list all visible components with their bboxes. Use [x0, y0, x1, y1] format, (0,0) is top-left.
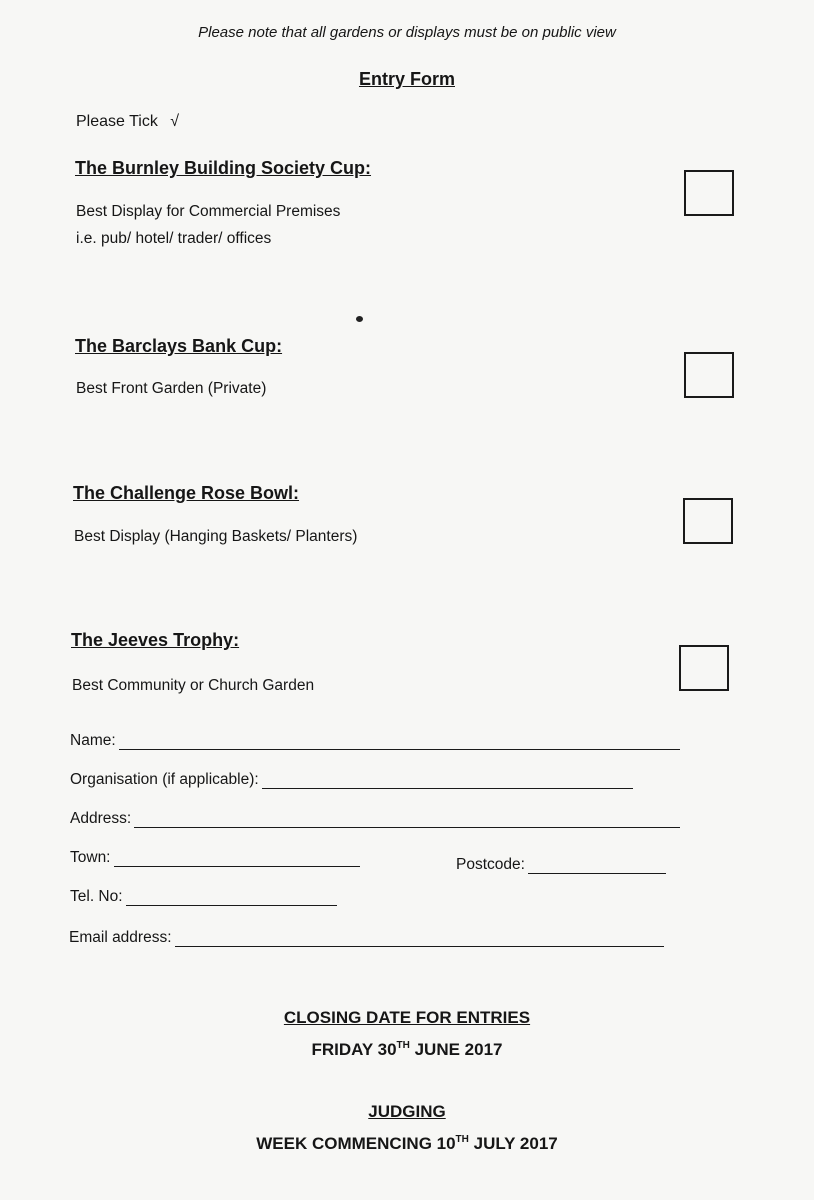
town-label: Town: — [70, 849, 111, 866]
town-field[interactable] — [70, 849, 360, 867]
checkbox-burnley-cup[interactable] — [684, 170, 734, 216]
closing-date-block — [0, 1004, 814, 1064]
tel-label: Tel. No: — [70, 888, 123, 905]
cup-title-rose-bowl: The Challenge Rose Bowl: — [73, 483, 300, 503]
postcode-field[interactable] — [456, 856, 666, 874]
checkbox-jeeves-trophy[interactable] — [679, 645, 729, 691]
name-input-line[interactable] — [119, 732, 680, 750]
judging-date-day: WEEK COMMENCING 10 — [256, 1134, 456, 1153]
cup-title-burnley: The Burnley Building Society Cup: — [75, 158, 372, 178]
form-title-text: Entry Form — [358, 69, 455, 89]
closing-date-ordinal: TH — [396, 1040, 410, 1051]
closing-date-value — [0, 1032, 814, 1064]
address-field[interactable] — [70, 810, 680, 828]
cup-desc-barclays: Best Front Garden (Private) — [76, 380, 267, 397]
tick-mark-icon: √ — [170, 113, 180, 130]
organisation-field[interactable] — [70, 771, 633, 789]
name-field[interactable] — [70, 732, 680, 750]
address-label: Address: — [70, 810, 132, 827]
cup-title-jeeves: The Jeeves Trophy: — [71, 630, 240, 650]
address-input-line[interactable] — [134, 810, 680, 828]
closing-date-heading: CLOSING DATE FOR ENTRIES — [283, 1008, 531, 1027]
email-label: Email address: — [69, 929, 172, 946]
tick-instruction — [76, 113, 179, 131]
cup-desc-line-1: Best Display for Commercial Premises — [76, 203, 341, 220]
email-input-line[interactable] — [175, 929, 664, 947]
judging-date-ordinal: TH — [455, 1134, 469, 1145]
postcode-label: Postcode: — [456, 856, 525, 873]
tel-input-line[interactable] — [126, 888, 337, 906]
organisation-label: Organisation (if applicable): — [70, 771, 259, 788]
public-view-notice: Please note that all gardens or displays must be on public view — [198, 24, 616, 41]
organisation-input-line[interactable] — [262, 771, 633, 789]
tick-instruction-label: Please Tick — [76, 113, 158, 130]
closing-date-day: FRIDAY 30 — [311, 1040, 397, 1059]
town-input-line[interactable] — [114, 849, 360, 867]
judging-block — [0, 1098, 814, 1158]
ink-speck — [356, 316, 363, 322]
name-label: Name: — [70, 732, 116, 749]
email-field[interactable] — [69, 929, 664, 947]
cup-desc-line-2: i.e. pub/ hotel/ trader/ offices — [76, 230, 272, 247]
cup-desc-burnley — [76, 198, 340, 252]
judging-date-month-year: JULY 2017 — [468, 1134, 558, 1153]
postcode-input-line[interactable] — [528, 856, 666, 874]
checkbox-barclays-cup[interactable] — [684, 352, 734, 398]
form-title — [0, 69, 814, 90]
judging-heading: JUDGING — [368, 1102, 446, 1121]
tel-field[interactable] — [70, 888, 337, 906]
cup-desc-jeeves: Best Community or Church Garden — [72, 677, 315, 694]
closing-date-month-year: JUNE 2017 — [409, 1040, 503, 1059]
cup-title-barclays: The Barclays Bank Cup: — [75, 336, 283, 356]
judging-date-value — [0, 1126, 814, 1158]
checkbox-rose-bowl[interactable] — [683, 498, 733, 544]
cup-desc-rose-bowl: Best Display (Hanging Baskets/ Planters) — [74, 528, 358, 545]
